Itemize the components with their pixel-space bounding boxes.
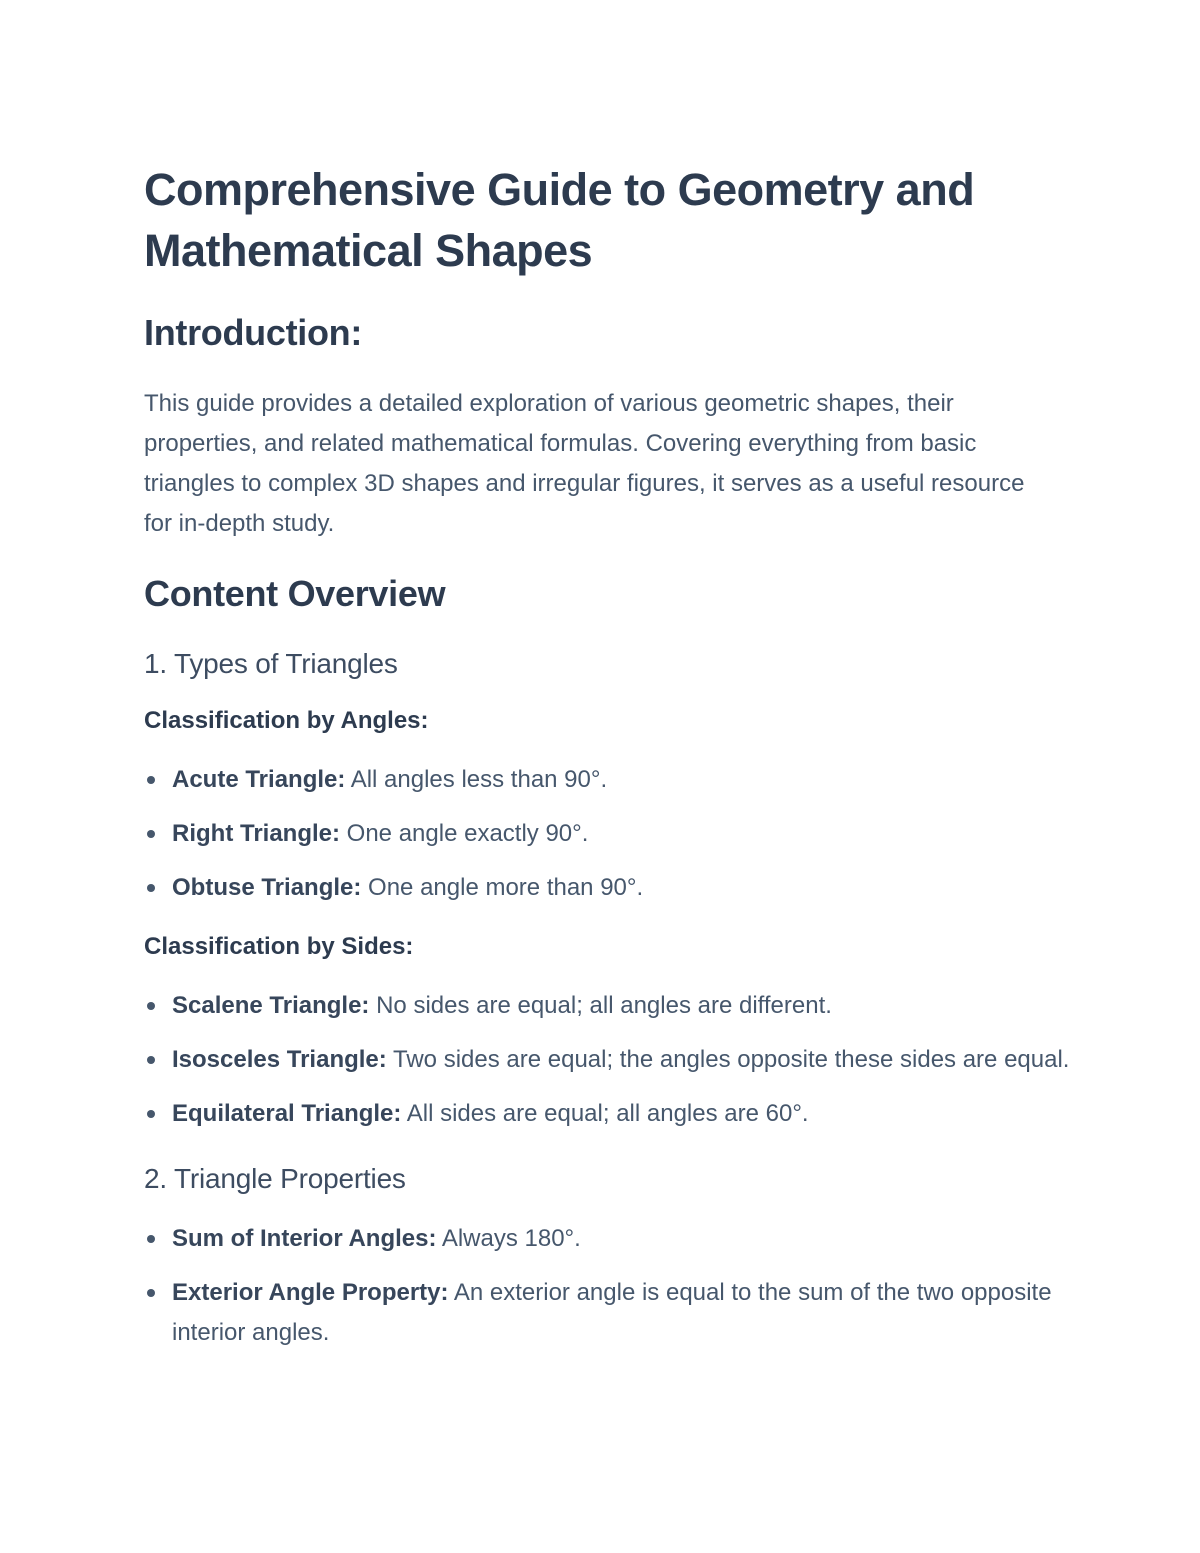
bullet-dot-icon <box>147 830 155 838</box>
bullet-list-properties <box>144 1219 1074 1353</box>
intro-heading: Introduction: <box>144 312 363 353</box>
item-lead: Equilateral Triangle: <box>172 1100 402 1127</box>
bullet-list-sides <box>144 986 1074 1134</box>
list-item <box>144 1219 1074 1259</box>
list-item <box>144 814 1074 854</box>
item-text: Two sides are equal; the angles opposite these sides are equal. <box>386 1046 1070 1073</box>
item-text: No sides are equal; all angles are different. <box>369 992 832 1019</box>
item-text: An exterior angle is equal to the sum of the two opposite interior angles. <box>172 1279 1052 1346</box>
item-lead: Acute Triangle: <box>172 766 346 793</box>
intro-paragraph: This guide provides a detailed exploration of various geometric shapes, their properties, and related mathematical formulas. Covering everything from basic triangles to complex 3D shapes and irregular figures, it serves as a useful resource for in-depth study. <box>144 390 1025 537</box>
item-lead: Right Triangle: <box>172 820 340 847</box>
list-item <box>144 868 1074 908</box>
document-page <box>144 0 1074 1353</box>
list-item <box>144 1273 1074 1353</box>
by-angles-heading: Classification by Angles: <box>144 707 429 734</box>
item-lead: Exterior Angle Property: <box>172 1279 449 1306</box>
item-lead: Scalene Triangle: <box>172 992 370 1019</box>
item-text: One angle exactly 90°. <box>340 820 589 847</box>
section1-heading: 1. Types of Triangles <box>144 648 398 679</box>
bullet-dot-icon <box>147 1235 155 1243</box>
item-text: All angles less than 90°. <box>345 766 608 793</box>
item-lead: Sum of Interior Angles: <box>172 1225 437 1252</box>
bullet-dot-icon <box>147 1056 155 1064</box>
list-item <box>144 986 1074 1026</box>
bullet-dot-icon <box>147 1289 155 1297</box>
item-lead: Obtuse Triangle: <box>172 874 362 901</box>
by-sides-heading: Classification by Sides: <box>144 933 414 960</box>
page-title: Comprehensive Guide to Geometry and Mathematical Shapes <box>144 164 975 276</box>
bullet-dot-icon <box>147 776 155 784</box>
item-text: Always 180°. <box>436 1225 581 1252</box>
item-text: One angle more than 90°. <box>361 874 644 901</box>
list-item <box>144 1040 1074 1080</box>
section2-heading: 2. Triangle Properties <box>144 1163 406 1194</box>
item-lead: Isosceles Triangle: <box>172 1046 387 1073</box>
list-item <box>144 760 1074 800</box>
list-item <box>144 1094 1074 1134</box>
bullet-dot-icon <box>147 1110 155 1118</box>
bullet-list-angles <box>144 760 1074 908</box>
bullet-dot-icon <box>147 1002 155 1010</box>
bullet-dot-icon <box>147 884 155 892</box>
item-text: All sides are equal; all angles are 60°. <box>401 1100 809 1127</box>
overview-heading: Content Overview <box>144 573 446 614</box>
